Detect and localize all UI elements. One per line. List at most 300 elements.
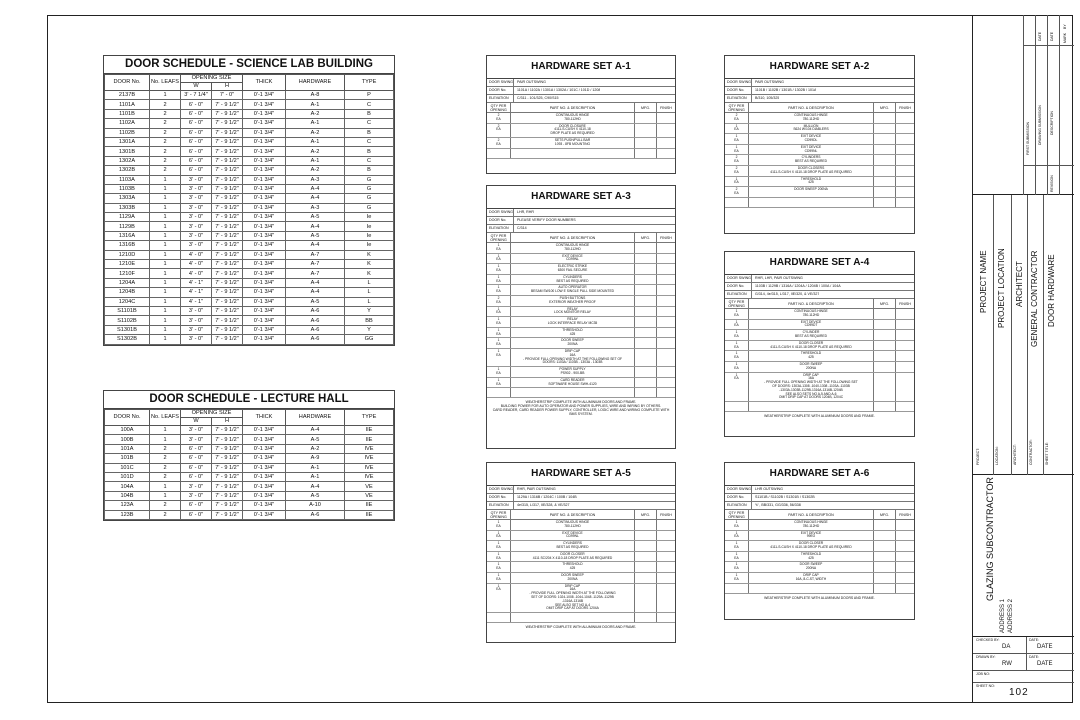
cell-leafs: 1: [150, 435, 181, 444]
hardware-item-row: [725, 541, 914, 552]
hardware-set-title: HARDWARE SET A-5: [487, 463, 675, 486]
item-finish: [657, 367, 675, 377]
empty-cell: [874, 198, 896, 207]
empty-cell: [635, 149, 657, 158]
rev-row-description: DRAWING SUBMISSION: [1038, 105, 1042, 145]
address-1: ADDRESS 1: [1000, 598, 1006, 633]
item-part: CONTINUOUS HINGE 780-112HD: [511, 520, 635, 530]
hardware-item-row: [487, 113, 675, 124]
item-mfg: [874, 351, 896, 361]
cell-type: K: [345, 250, 394, 259]
cell-type: BB: [345, 316, 394, 325]
cell-height: 7' - 9 1/2": [212, 175, 243, 184]
cell-hardware: A-2: [286, 147, 345, 156]
item-finish: [657, 531, 675, 541]
item-finish: [657, 573, 675, 583]
item-finish: [657, 338, 675, 348]
schedule-row: [105, 454, 394, 463]
hardware-notes: WEATHERSTRIP COMPLETE WITH ALUMINIUM DOORS AND FRAME.: [525, 625, 637, 630]
meta-label: DOOR No.: [725, 494, 752, 501]
cell-type: L: [345, 297, 394, 306]
cell-hardware: A-7: [286, 269, 345, 278]
cell-leafs: 2: [150, 444, 181, 453]
cell-thick: 0'-1 3/4": [243, 128, 286, 137]
hardware-set-title: HARDWARE SET A-3: [487, 186, 675, 209]
cell-type: C: [345, 119, 394, 128]
hardware-item-row: [487, 124, 675, 138]
col-w: W: [181, 83, 212, 91]
hardware-meta-row: [725, 494, 914, 502]
item-qty: 1 EA: [487, 541, 511, 551]
item-part: POWER SUPPLY PS902 - 900-BB: [511, 367, 635, 377]
date-label-1: DATE:: [1029, 638, 1040, 642]
cell-door-no: 100A: [105, 426, 150, 435]
cell-width: 3' - 0": [181, 213, 212, 222]
hardware-set-a5: [486, 462, 676, 643]
label-architect: ARCHITECT:: [1013, 444, 1017, 465]
hardware-meta-row: [725, 283, 914, 291]
col-mfg: MFG.: [874, 299, 896, 308]
item-mfg: [874, 541, 896, 551]
cell-door-no: 1210F: [105, 269, 150, 278]
cell-width: 3' - 7 1/4": [181, 91, 212, 100]
item-qty: 1 EA: [487, 562, 511, 572]
meta-label: DOOR No.: [725, 87, 752, 94]
meta-label: ELEVATION: [487, 502, 514, 509]
cell-hardware: A-8: [286, 91, 345, 100]
col-gty-per-opening: QTY PER OPENING: [487, 233, 511, 242]
cell-leafs: 1: [150, 288, 181, 297]
cell-height: 7' - 9 1/2": [212, 491, 243, 500]
hardware-meta-row: [487, 225, 675, 233]
schedule-row: [105, 510, 394, 519]
cell-door-no: 101D: [105, 472, 150, 481]
cell-thick: 0'-1 3/4": [243, 175, 286, 184]
hardware-set-title: HARDWARE SET A-1: [487, 56, 675, 79]
item-finish: [657, 349, 675, 366]
cell-leafs: 2: [150, 119, 181, 128]
col-thick: THICK: [243, 410, 286, 426]
cell-type: L: [345, 278, 394, 287]
cell-height: 7' - 9 1/2": [212, 297, 243, 306]
cell-door-no: 104B: [105, 491, 150, 500]
hardware-item-row: [487, 285, 675, 296]
cell-hardware: A-9: [286, 454, 345, 463]
address-2: ADDRESS 2: [1008, 598, 1014, 633]
item-part: DOOR SWEEP 200NA: [749, 187, 874, 197]
schedule-row: [105, 444, 394, 453]
col-finish: FINISH: [660, 105, 672, 110]
cell-thick: 0'-1 3/4": [243, 166, 286, 175]
cell-thick: 0'-1 3/4": [243, 194, 286, 203]
cell-height: 7' - 9 1/2": [212, 472, 243, 481]
cell-type: C: [345, 156, 394, 165]
item-finish: [896, 166, 914, 176]
cell-height: 7' - 9 1/2": [212, 510, 243, 519]
label-project: PROJECT:: [976, 448, 980, 465]
cell-door-no: 1316A: [105, 231, 150, 240]
cell-type: IIE: [345, 435, 394, 444]
cell-leafs: 1: [150, 222, 181, 231]
cell-hardware: A-5: [286, 213, 345, 222]
cell-width: 6' - 0": [181, 454, 212, 463]
item-part: DOOR CLOSERS 4111-S-CUSH X 4110-18 DROP PLATE AS REQUIRED: [749, 166, 874, 176]
item-part: CYLINDER BEST AS REQUIRED: [749, 330, 874, 340]
hardware-notes: WEATHERSTRIP COMPLETE WITH ALUMINIUM DOORS AND FRAME.: [764, 414, 875, 419]
hardware-notes: WEATHERSTRIP COMPLETE WITH ALUMINIUM DOORS AND FRAME. BUILDING POWER FOR AUTO OPERATOR AND POWER SUPPLIES, WIRE AND WIRING BY OTHERS. CARD READER, CARD READER POWER SUPPLY, CONTROLLER, LOGIC WIRE AND WIRING COMPLETE WITH BMS SYSTEM.: [492, 400, 670, 417]
item-finish: [896, 113, 914, 123]
item-finish: [896, 124, 914, 134]
item-finish: [657, 552, 675, 562]
schedule-row: [105, 501, 394, 510]
hardware-item-row: [725, 166, 914, 177]
cell-height: 7' - 9 1/2": [212, 463, 243, 472]
cell-thick: 0'-1 3/4": [243, 91, 286, 100]
item-mfg: [874, 177, 896, 187]
cell-type: K: [345, 269, 394, 278]
item-qty: 1 EA: [725, 145, 749, 155]
item-finish: [896, 309, 914, 319]
cell-hardware: A-1: [286, 119, 345, 128]
cell-type: G: [345, 184, 394, 193]
rev-mark-header: MARK: [1063, 32, 1067, 43]
rev-row-date: DATE: [1038, 31, 1042, 41]
cell-door-no: 1101B: [105, 109, 150, 118]
cell-width: 4' - 1": [181, 278, 212, 287]
col-mfg: MFG.: [635, 103, 657, 112]
cell-door-no: 1103B: [105, 184, 150, 193]
cell-thick: 0'-1 3/4": [243, 426, 286, 435]
meta-value: B/310, 105/325: [755, 96, 780, 100]
cell-width: 3' - 0": [181, 435, 212, 444]
cell-width: 4' - 0": [181, 250, 212, 259]
item-part: CYLINDERS BEST AS REQUIRED: [749, 155, 874, 165]
hardware-meta-row: [487, 95, 675, 103]
item-finish: [896, 541, 914, 551]
item-qty: 1 EA: [487, 378, 511, 388]
cell-height: 7' - 9 1/2": [212, 241, 243, 250]
col-mfg: MFG.: [874, 510, 896, 519]
cell-width: 3' - 0": [181, 194, 212, 203]
label-sheet-title: SHEET TITLE:: [1045, 441, 1049, 465]
meta-value: S1101B / S1102B / S1301B / S1302B: [755, 495, 815, 499]
cell-width: 3' - 0": [181, 306, 212, 315]
col-hardware: HARDWARE: [286, 410, 345, 426]
schedule-row: [105, 482, 394, 491]
cell-width: 3' - 0": [181, 184, 212, 193]
item-finish: [657, 243, 675, 253]
cell-height: 7' - 9 1/2": [212, 147, 243, 156]
item-qty: 2 EA: [487, 296, 511, 306]
cell-thick: 0'-1 3/4": [243, 306, 286, 315]
item-qty: 1 EA: [725, 573, 749, 583]
cell-thick: 0'-1 3/4": [243, 109, 286, 118]
hardware-item-row: [487, 378, 675, 389]
cell-width: 6' - 0": [181, 501, 212, 510]
cell-type: Ie: [345, 222, 394, 231]
cell-door-no: 1303B: [105, 203, 150, 212]
item-mfg: [635, 338, 657, 348]
item-part: DOOR CLOSER 4111-S-CUSH X 4110-18 DROP PLATE AS REQUIRED: [749, 341, 874, 351]
col-leafs: No. LEAFS: [150, 410, 181, 426]
item-qty: 1 EA: [725, 351, 749, 361]
hardware-item-row: [725, 145, 914, 156]
schedule-table: [104, 409, 394, 520]
hardware-item-row: [725, 124, 914, 135]
cell-width: 3' - 0": [181, 482, 212, 491]
cell-height: 7' - 0": [212, 91, 243, 100]
date-label-2: DATE:: [1029, 655, 1040, 659]
item-finish: [896, 341, 914, 351]
hardware-spacer-row: [725, 402, 914, 412]
hardware-item-row: [725, 341, 914, 352]
col-finish: FINISH: [660, 512, 672, 517]
cell-thick: 0'-1 3/4": [243, 435, 286, 444]
item-finish: [657, 113, 675, 123]
cell-hardware: A-6: [286, 510, 345, 519]
col-gty-per-opening: QTY PER OPENING: [725, 299, 749, 308]
hardware-meta-row: [487, 486, 675, 494]
item-part: EXIT DEVICE CD99NL: [749, 145, 874, 155]
meta-label: ELEVATION: [725, 291, 752, 298]
item-part: CYLINDERS BEST AS REQUIRED: [511, 275, 635, 285]
item-qty: 1 EA: [487, 275, 511, 285]
architect-name: ARCHITECT: [1015, 261, 1024, 307]
hardware-item-row: [725, 155, 914, 166]
cell-door-no: 1102A: [105, 119, 150, 128]
item-part: EXIT DEVICE CD99DL: [749, 134, 874, 144]
item-mfg: [635, 138, 657, 148]
cell-type: Y: [345, 306, 394, 315]
project-location: PROJECT LOCATION: [997, 248, 1006, 328]
item-part: RELAY LOCK MONITOR RELAY: [511, 307, 635, 317]
hardware-meta-row: [487, 209, 675, 217]
col-thick: THICK: [243, 75, 286, 91]
item-qty: 1 EA: [487, 317, 511, 327]
meta-value: RHR, LHR, PAIR OUTSWING: [755, 276, 803, 280]
hardware-item-row: [725, 351, 914, 362]
hardware-meta-row: [725, 87, 914, 95]
item-mfg: [635, 552, 657, 562]
item-qty: 1 EA: [725, 520, 749, 530]
schedule-row: [105, 137, 394, 146]
schedule-row: [105, 335, 394, 344]
cell-hardware: A-4: [286, 288, 345, 297]
cell-thick: 0'-1 3/4": [243, 213, 286, 222]
schedule-row: [105, 325, 394, 334]
schedule-row: [105, 250, 394, 259]
hardware-item-row: [725, 520, 914, 531]
schedule-row: [105, 213, 394, 222]
label-location: LOCATION:: [995, 446, 999, 465]
item-qty: 2 EA: [487, 138, 511, 148]
cell-width: 3' - 0": [181, 231, 212, 240]
cell-height: 7' - 9 1/2": [212, 231, 243, 240]
cell-hardware: A-4: [286, 278, 345, 287]
schedule-row: [105, 184, 394, 193]
col-part: PART NO. & DESCRIPTION: [511, 103, 635, 112]
item-qty: 1 EA: [725, 134, 749, 144]
item-mfg: [874, 341, 896, 351]
cell-type: IVE: [345, 444, 394, 453]
sheet-title: DOOR HARDWARE: [1047, 254, 1056, 327]
cell-hardware: A-1: [286, 156, 345, 165]
hardware-meta-row: [725, 79, 914, 87]
cell-thick: 0'-1 3/4": [243, 510, 286, 519]
schedule-row: [105, 426, 394, 435]
item-part: THRESHOLD 425: [749, 177, 874, 187]
cell-leafs: 1: [150, 203, 181, 212]
hardware-set-a2: [724, 55, 915, 234]
schedule-row: [105, 278, 394, 287]
cell-door-no: 1210E: [105, 260, 150, 269]
item-qty: 1 EA: [725, 362, 749, 372]
cell-leafs: 1: [150, 482, 181, 491]
empty-cell: [487, 613, 511, 622]
item-qty: 1 EA: [725, 124, 749, 134]
cell-height: 7' - 9 1/2": [212, 501, 243, 510]
meta-label: DOOR SWING: [489, 210, 513, 214]
item-mfg: [635, 124, 657, 137]
hardware-item-row: [487, 349, 675, 367]
item-qty: 1 EA: [725, 320, 749, 330]
cell-door-no: S1101B: [105, 306, 150, 315]
item-mfg: [874, 562, 896, 572]
hardware-item-row: [487, 275, 675, 286]
item-part: EXIT DEVICE CD99DT: [749, 320, 874, 330]
hardware-column-headers: [487, 510, 675, 520]
cell-leafs: 2: [150, 472, 181, 481]
date-value-2: DATE: [1037, 661, 1053, 667]
meta-label: ELEVATION: [487, 95, 514, 102]
meta-label: ELEVATION: [487, 225, 514, 232]
cell-width: 3' - 0": [181, 325, 212, 334]
empty-cell: [749, 402, 874, 411]
col-mfg: MFG.: [874, 103, 896, 112]
empty-cell: [657, 388, 675, 397]
empty-cell: [487, 149, 511, 158]
meta-label: DOOR SWING: [727, 276, 751, 280]
meta-label: DOOR SWING: [489, 487, 513, 491]
hardware-meta-row: [487, 502, 675, 510]
cell-type: G: [345, 194, 394, 203]
cell-type: L: [345, 288, 394, 297]
item-finish: [896, 330, 914, 340]
cell-thick: 0'-1 3/4": [243, 137, 286, 146]
cell-door-no: 1204C: [105, 297, 150, 306]
item-finish: [657, 275, 675, 285]
schedule-row: [105, 100, 394, 109]
cell-door-no: 123B: [105, 510, 150, 519]
cell-hardware: A-4: [286, 184, 345, 193]
cell-thick: 0'-1 3/4": [243, 288, 286, 297]
hardware-meta-row: [725, 502, 914, 510]
cell-door-no: 1301B: [105, 147, 150, 156]
schedule-title: DOOR SCHEDULE - LECTURE HALL: [104, 391, 394, 409]
item-part: RELAY LOCK INTERFACE RELAY MC35: [511, 317, 635, 327]
item-mfg: [635, 562, 657, 572]
meta-value: RHR, PAIR OUTSWING: [517, 487, 556, 491]
cell-leafs: 1: [150, 316, 181, 325]
col-type: TYPE: [345, 75, 394, 91]
cell-hardware: A-7: [286, 260, 345, 269]
cell-type: IIE: [345, 510, 394, 519]
cell-hardware: A-4: [286, 482, 345, 491]
item-finish: [896, 562, 914, 572]
hardware-spacer-row: [487, 388, 675, 398]
hardware-item-row: [725, 531, 914, 542]
cell-width: 6' - 0": [181, 137, 212, 146]
cell-door-no: 1302B: [105, 166, 150, 175]
cell-door-no: 1129A: [105, 213, 150, 222]
hardware-item-row: [487, 296, 675, 307]
schedule-row: [105, 260, 394, 269]
cell-door-no: 1204A: [105, 278, 150, 287]
item-qty: 1 EA: [487, 243, 511, 253]
cell-type: GG: [345, 335, 394, 344]
col-gty-per-opening: QTY PER OPENING: [725, 510, 749, 519]
item-finish: [896, 531, 914, 541]
cell-height: 7' - 9 1/2": [212, 426, 243, 435]
schedule-row: [105, 306, 394, 315]
meta-value: 1103B / 1129B / 1316A / 1204A / 1204B / 100A / 104A: [755, 284, 841, 288]
cell-door-no: 1210D: [105, 250, 150, 259]
cell-thick: 0'-1 3/4": [243, 241, 286, 250]
cell-hardware: A-1: [286, 463, 345, 472]
hardware-item-row: [487, 573, 675, 584]
company-block: [973, 475, 1074, 637]
cell-width: 4' - 1": [181, 297, 212, 306]
cell-leafs: 2: [150, 454, 181, 463]
item-part: ELECTRIC STRIKE 6300 FAIL SECURE: [511, 264, 635, 274]
item-qty: 2 EA: [725, 187, 749, 197]
cell-height: 7' - 9 1/2": [212, 306, 243, 315]
item-qty: 1 EA: [487, 552, 511, 562]
item-part: CONTINUOUS HINGE 780-112HD: [511, 113, 635, 123]
date-value-1: DATE: [1037, 644, 1053, 650]
cell-width: 6' - 0": [181, 100, 212, 109]
col-type: TYPE: [345, 410, 394, 426]
hardware-notes: WEATHERSTRIP COMPLETE WITH ALUMINIUM DOORS AND FRAME.: [764, 595, 875, 600]
schedule-row: [105, 231, 394, 240]
cell-type: K: [345, 260, 394, 269]
col-part: PART NO. & DESCRIPTION: [749, 299, 874, 308]
hardware-item-row: [725, 187, 914, 198]
col-finish: FINISH: [899, 105, 911, 110]
empty-cell: [749, 584, 874, 593]
hardware-item-row: [487, 520, 675, 531]
cell-type: G: [345, 203, 394, 212]
item-qty: 2 EA: [487, 113, 511, 123]
item-finish: [896, 134, 914, 144]
cell-thick: 0'-1 3/4": [243, 444, 286, 453]
empty-cell: [657, 613, 675, 622]
hardware-item-row: [725, 562, 914, 573]
col-finish: FINISH: [899, 512, 911, 517]
col-gty-per-opening: QTY PER OPENING: [487, 103, 511, 112]
general-contractor: GENERAL CONTRACTOR: [1030, 250, 1039, 347]
schedule-row: [105, 297, 394, 306]
item-mfg: [874, 113, 896, 123]
cell-height: 7' - 9 1/2": [212, 250, 243, 259]
drawn-by-value: RW: [1002, 661, 1012, 667]
hardware-item-row: [725, 134, 914, 145]
cell-thick: 0'-1 3/4": [243, 203, 286, 212]
cell-leafs: 1: [150, 231, 181, 240]
cell-hardware: A-6: [286, 316, 345, 325]
schedule-row: [105, 463, 394, 472]
item-part: DOOR CLOSURE 4111-S-CUSH X 4110-18 DROP PLATE AS REQUIRED: [511, 124, 635, 137]
